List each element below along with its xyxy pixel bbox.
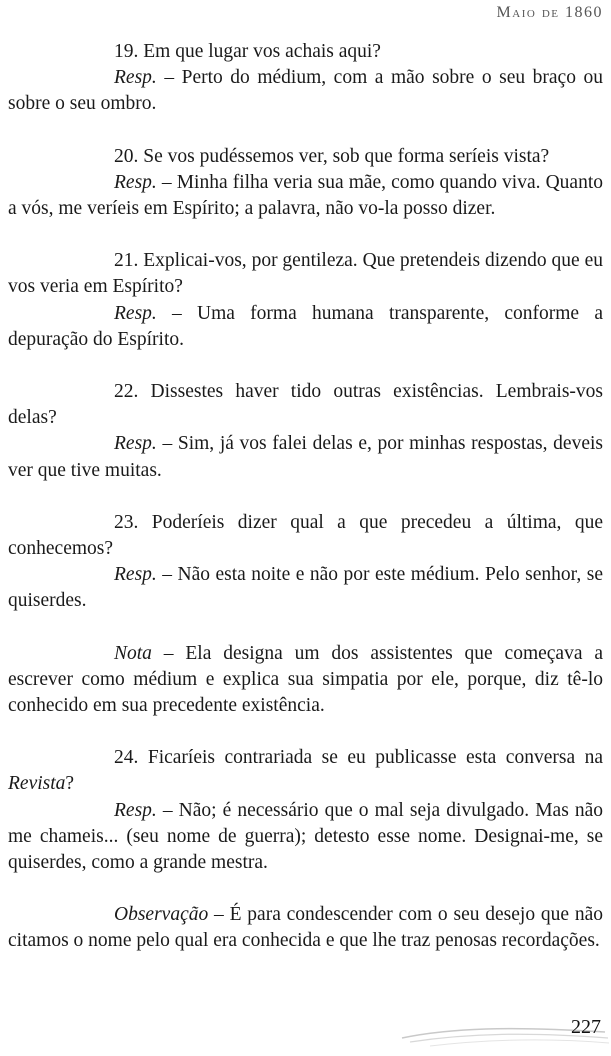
nota-paragraph bbox=[8, 641, 603, 720]
resp-label: Resp. bbox=[114, 799, 157, 821]
answer-19 bbox=[8, 65, 603, 117]
question-mark: ? bbox=[65, 773, 75, 795]
answer-21 bbox=[8, 301, 603, 353]
resp-label: Resp. bbox=[114, 433, 157, 455]
answer-24 bbox=[8, 798, 603, 877]
question-text: 24. Ficaríeis contrariada se eu publicasse esta conversa na bbox=[114, 747, 603, 769]
resp-label: Resp. bbox=[114, 564, 157, 586]
answer-text: – Perto do médium, com a mão sobre o seu braço ou sobre o seu ombro. bbox=[8, 67, 603, 115]
answer-text: – Minha filha veria sua mãe, como quando viva. Quanto a vós, me veríeis em Espírito; a palavra, não vo-la posso dizer. bbox=[8, 171, 603, 220]
resp-label: Resp. bbox=[114, 171, 157, 193]
revista-title: Revista bbox=[8, 773, 66, 795]
question-20: 20. Se vos pudéssemos ver, sob que forma seríeis vista? bbox=[114, 145, 550, 167]
answer-20 bbox=[8, 170, 603, 222]
answer-text: – Não esta noite e não por este médium. Pelo senhor, se quiserdes. bbox=[8, 564, 603, 612]
question-21: 21. Explicai-vos, por gentileza. Que pretendeis dizendo que eu vos veria em Espírito? bbox=[8, 250, 603, 298]
answer-text: – Sim, já vos falei delas e, por minhas respostas, deveis ver que tive muitas. bbox=[8, 433, 603, 481]
nota-label: Nota bbox=[114, 642, 152, 664]
page-number: 227 bbox=[571, 1016, 601, 1038]
observacao-label: Observação bbox=[114, 904, 209, 926]
question-23: 23. Poderíeis dizer qual a que precedeu a última, que conhecemos? bbox=[8, 511, 603, 560]
answer-23 bbox=[8, 562, 603, 614]
question-19: 19. Em que lugar vos achais aqui? bbox=[114, 41, 381, 62]
page-body bbox=[8, 39, 603, 955]
question-22: 22. Dissestes haver tido outras existências. Lembrais-vos delas? bbox=[8, 381, 603, 429]
observacao-text: – É para condescender com o seu desejo que não citamos o nome pelo qual era conhecida e que lhe traz penosas recordações. bbox=[8, 904, 603, 952]
answer-text: – Não; é necessário que o mal seja divulgado. Mas não me chameis... (seu nome de guerra); detesto esse nome. Designai-me, se quiserdes, como a grande mestra. bbox=[8, 799, 603, 874]
observacao-paragraph bbox=[8, 902, 603, 954]
resp-label: Resp. bbox=[114, 302, 157, 324]
question-24 bbox=[8, 745, 603, 797]
running-header: Maio de 1860 bbox=[496, 4, 603, 21]
answer-22 bbox=[8, 431, 603, 483]
nota-text: – Ela designa um dos assistentes que começava a escrever como médium e explica sua simpatia por ele, porque, diz tê-lo conhecido em sua precedente existência. bbox=[8, 642, 603, 717]
resp-label: Resp. bbox=[114, 67, 157, 89]
answer-text: – Uma forma humana transparente, conforme a depuração do Espírito. bbox=[8, 302, 603, 350]
